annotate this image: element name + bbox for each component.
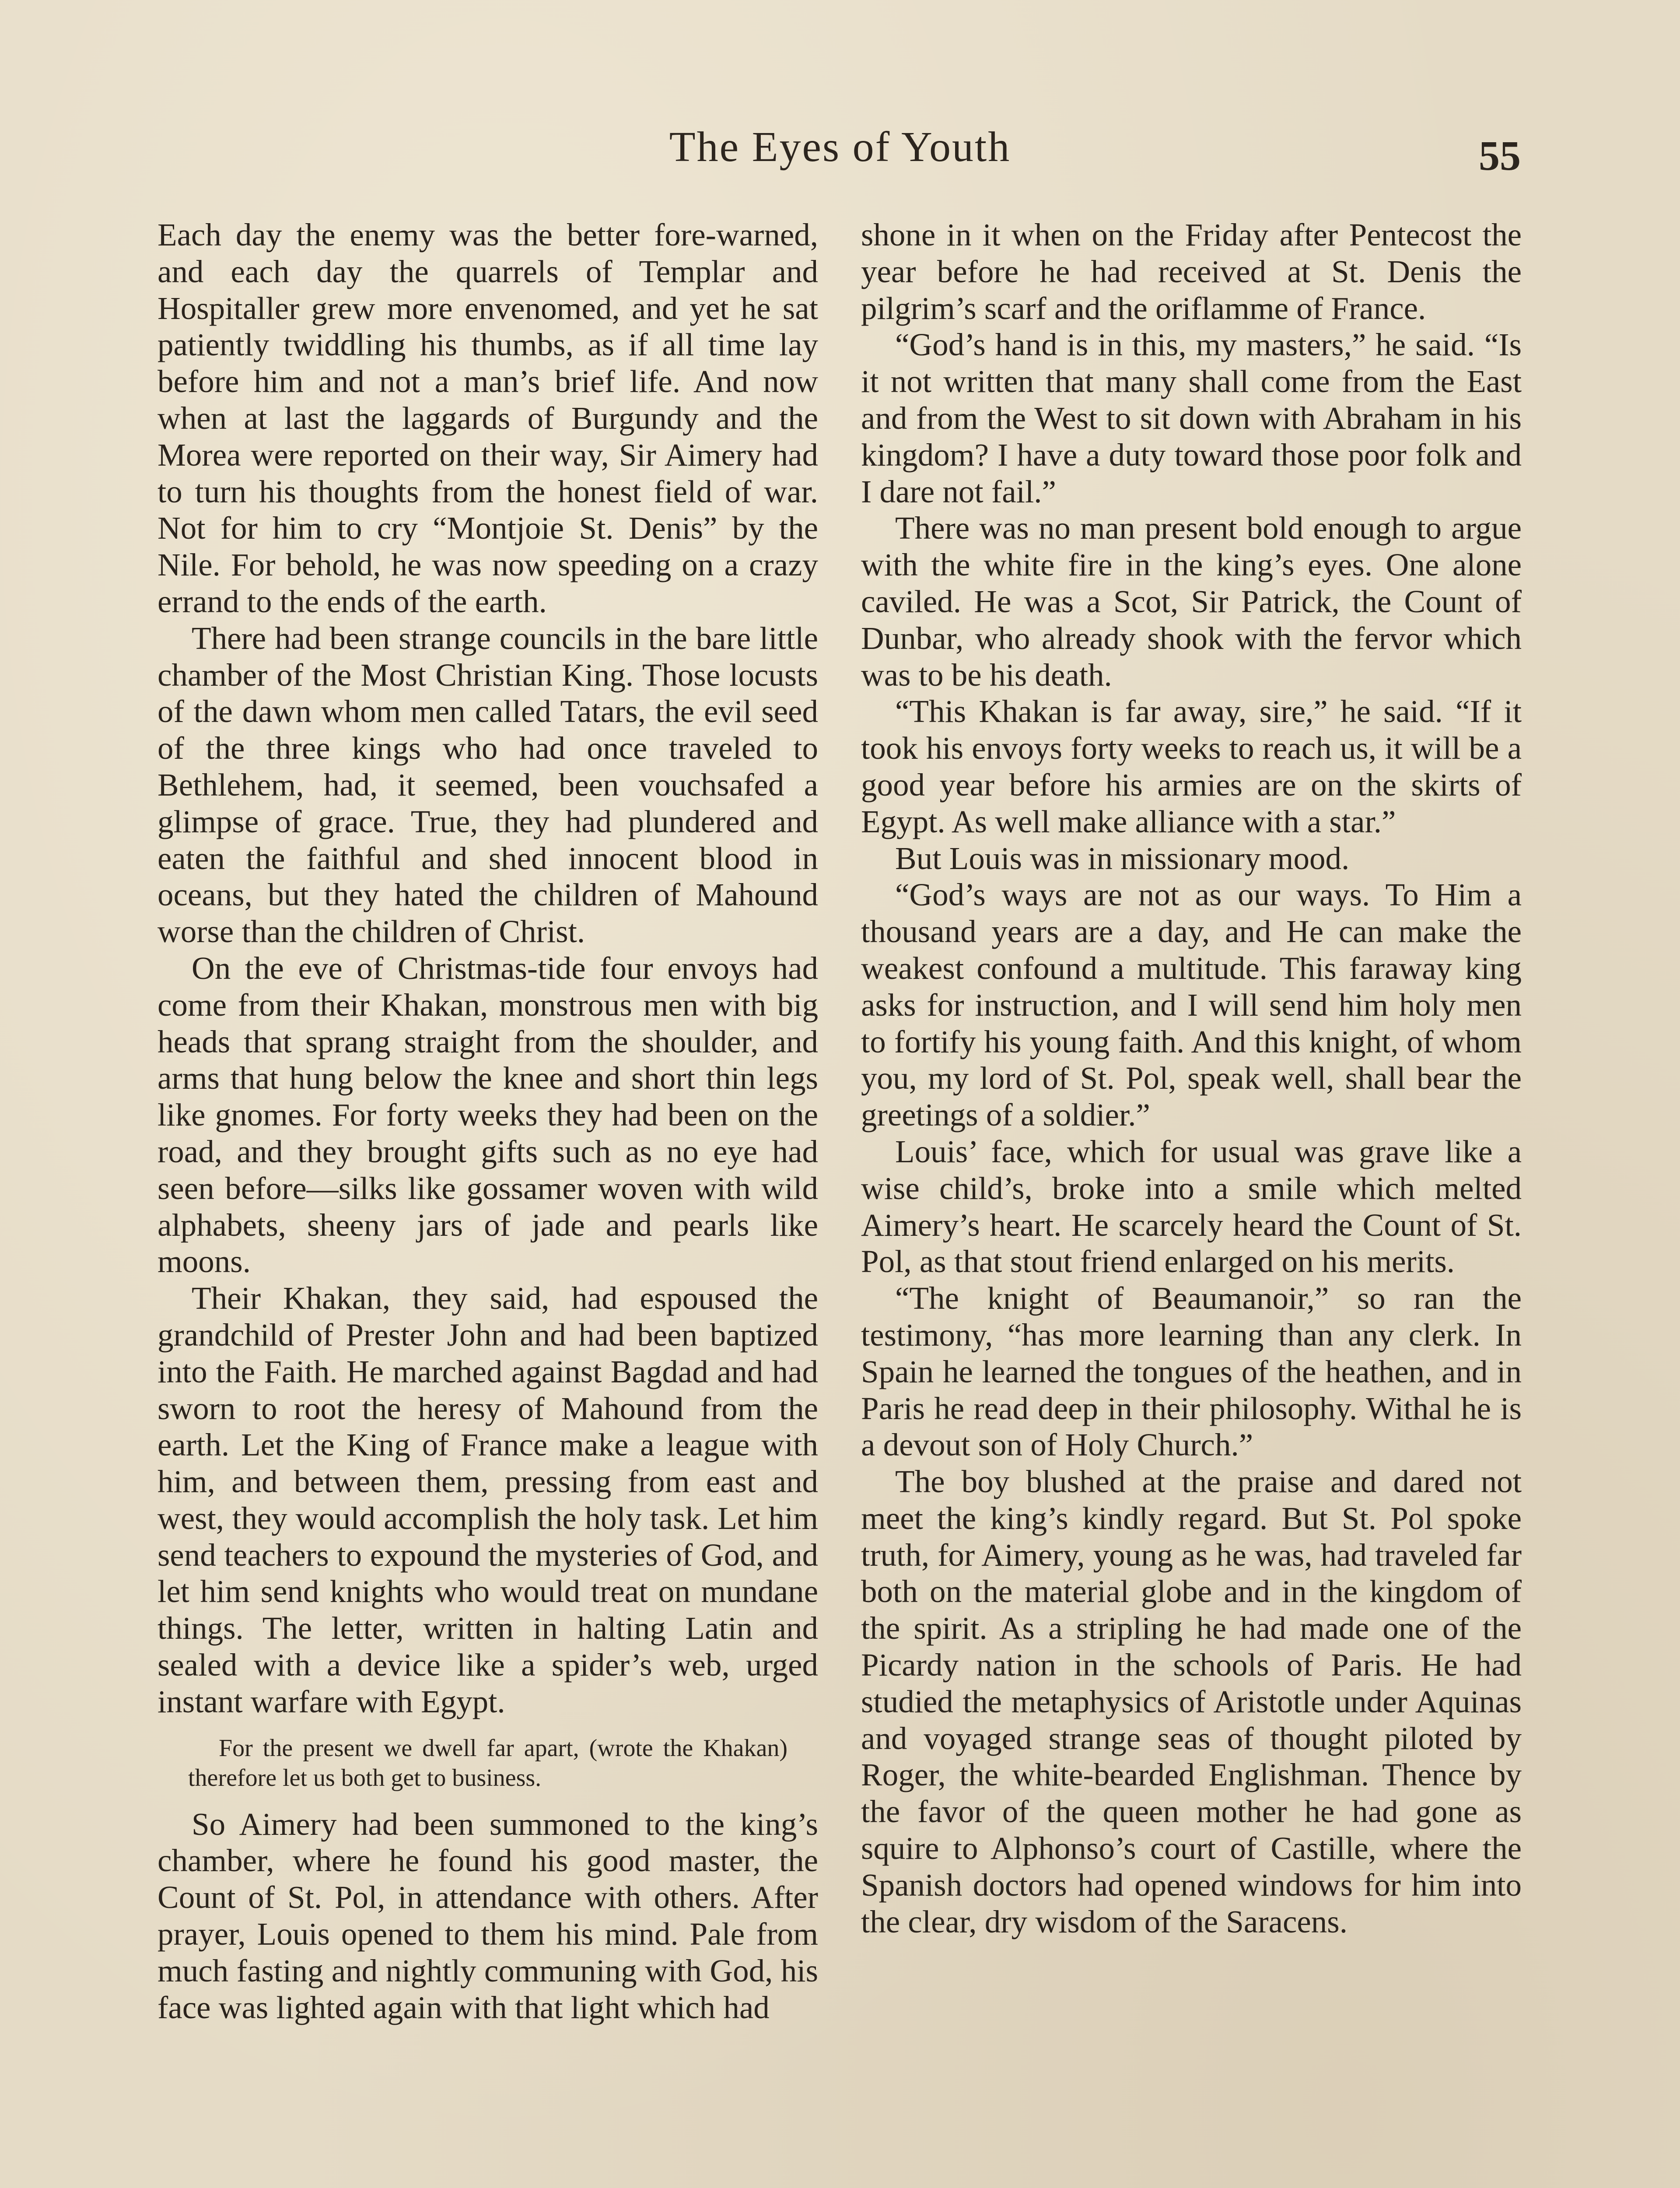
paragraph: Their Khakan, they said, had espoused the grandchild of Prester John and had been baptized into the Faith. He marched against Bagdad and had sworn to root the heresy of Mahound from the earth. Let the King of France make a league with him, and between them, pressing from east and west, they would accomplish the holy task. Let him send teachers to expound the mysteries of God, and let him send knights who would treat on mundane things. The letter, written in halting Latin and sealed with a device like a spider’s web, urged instant warfare with Egypt. <box>158 1280 818 1719</box>
letter-quote: For the present we dwell far apart, (wrote the Khakan) therefore let us both get to business. <box>188 1734 788 1792</box>
paragraph: Each day the enemy was the better fore-warned, and each day the quarrels of Templar and Hospitaller grew more envenomed, and yet he sat patiently twiddling his thumbs, as if all time lay before him and not a man’s brief life. And now when at last the laggards of Burgundy and the Morea were reported on their way, Sir Aimery had to turn his thoughts from the honest field of war. Not for him to cry “Montjoie St. Denis” by the Nile. For behold, he was now speeding on a crazy errand to the ends of the earth. <box>158 217 818 619</box>
running-head-title: The Eyes of Youth <box>669 123 1011 171</box>
paragraph: There had been strange councils in the bare little chamber of the Most Christian King. Those locusts of the dawn whom men called Tatars, the evil seed of the three kings who had once traveled to Bethlehem, had, it seemed, been vouchsafed a glimpse of grace. True, they had plundered and eaten the faithful and shed innocent blood in oceans, but they hated the children of Mahound worse than the children of Christ. <box>158 620 818 950</box>
right-column <box>861 217 1522 1940</box>
paragraph: The boy blushed at the praise and dared not meet the king’s kindly regard. But St. Pol spoke truth, for Aimery, young as he was, had traveled far both on the material globe and in the kingdom of the spirit. As a stripling he had made one of the Picardy nation in the schools of Paris. He had studied the metaphysics of Aristotle under Aquinas and voyaged strange seas of thought piloted by Roger, the white-bearded Englishman. Thence by the favor of the queen mother he had gone as squire to Alphonso’s court of Castille, where the Spanish doctors had opened windows for him into the clear, dry wisdom of the Saracens. <box>861 1464 1522 1939</box>
paragraph: “God’s ways are not as our ways. To Him a thousand years are a day, and He can make the weakest confound a multitude. This faraway king asks for instruction, and I will send him holy men to fortify his young faith. And this knight, of whom you, my lord of St. Pol, speak well, shall bear the greetings of a soldier.” <box>861 877 1522 1133</box>
paragraph: “God’s hand is in this, my masters,” he said. “Is it not written that many shall come from the East and from the West to sit down with Abraham in his kingdom? I have a duty toward those poor folk and I dare not fail.” <box>861 327 1522 509</box>
paragraph: shone in it when on the Friday after Pentecost the year before he had received at St. Denis the pilgrim’s scarf and the oriflamme of France. <box>861 217 1522 326</box>
paragraph: “The knight of Beaumanoir,” so ran the testimony, “has more learning than any clerk. In Spain he learned the tongues of the heathen, and in Paris he read deep in their philosophy. Withal he is a devout son of Holy Church.” <box>861 1280 1522 1463</box>
paragraph: On the eve of Christmas-tide four envoys had come from their Khakan, monstrous men with big heads that sprang straight from the shoulder, and arms that hung below the knee and short thin legs like gnomes. For forty weeks they had been on the road, and they brought gifts such as no eye had seen before—silks like gossamer woven with wild alphabets, sheeny jars of jade and pearls like moons. <box>158 950 818 1280</box>
paragraph: There was no man present bold enough to argue with the white fire in the king’s eyes. One alone caviled. He was a Scot, Sir Patrick, the Count of Dunbar, who already shook with the fervor which was to be his death. <box>861 510 1522 693</box>
paragraph: “This Khakan is far away, sire,” he said. “If it took his envoys forty weeks to reach us, it will be a good year before his armies are on the skirts of Egypt. As well make alliance with a star.” <box>861 694 1522 839</box>
page-number: 55 <box>1479 132 1521 179</box>
paragraph: But Louis was in missionary mood. <box>895 840 1350 876</box>
left-column <box>158 217 818 2026</box>
paragraph: So Aimery had been summoned to the king’s chamber, where he found his good master, the Count of St. Pol, in attendance with others. After prayer, Louis opened to them his mind. Pale from much fasting and nightly communing with God, his face was lighted again with that light which had <box>158 1806 818 2025</box>
paragraph: Louis’ face, which for usual was grave like a wise child’s, broke into a smile which melted Aimery’s heart. He scarcely heard the Count of St. Pol, as that stout friend enlarged on his merits. <box>861 1133 1522 1280</box>
